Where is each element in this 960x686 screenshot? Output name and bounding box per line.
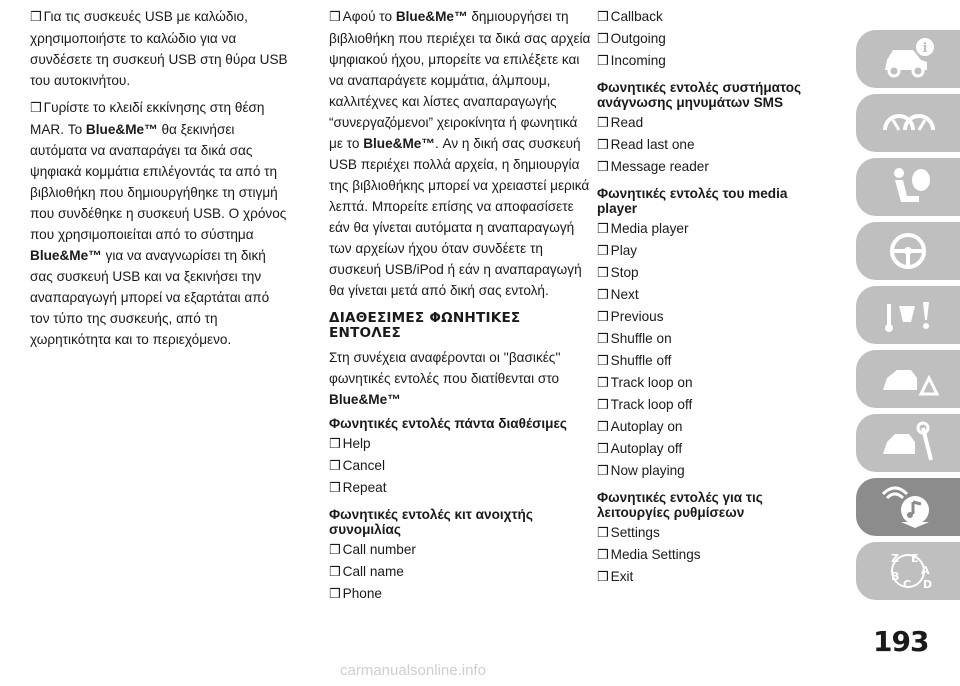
column-2 bbox=[329, 6, 591, 605]
checkbox-bullet-icon: ❒ bbox=[30, 101, 42, 116]
tab-multimedia[interactable] bbox=[856, 478, 960, 536]
airbag-seat-icon bbox=[877, 164, 939, 210]
checkbox-bullet-icon: ❒ bbox=[329, 437, 341, 452]
tab-index[interactable] bbox=[856, 542, 960, 600]
svg-text:E: E bbox=[911, 552, 919, 565]
svg-text:A: A bbox=[921, 564, 930, 577]
checkbox-bullet-icon: ❒ bbox=[597, 32, 609, 47]
command-item: ❒ Play bbox=[597, 243, 638, 259]
command-item: ❒ Read last one bbox=[597, 137, 695, 153]
checkbox-bullet-icon: ❒ bbox=[597, 244, 609, 259]
paragraph-usb-cable: ❒ Για τις συσκευές USB με καλώδιο, χρησιμοποιήστε το καλώδιο για να συνδέσετε τη συσκευή USB στη θύρα USB του αυτοκινήτου. bbox=[30, 9, 288, 88]
command-item: ❒ Autoplay off bbox=[597, 441, 683, 457]
checkbox-bullet-icon: ❒ bbox=[329, 543, 341, 558]
command-item: ❒ Read bbox=[597, 115, 644, 131]
command-list-handsfree-cont bbox=[597, 6, 827, 72]
checkbox-bullet-icon: ❒ bbox=[597, 420, 609, 435]
checkbox-bullet-icon: ❒ bbox=[597, 332, 609, 347]
subheading-sms-reader: Φωνητικές εντολές συστήματος ανάγνωσης μηνυμάτων SMS bbox=[597, 80, 802, 110]
command-item: ❒ Shuffle on bbox=[597, 331, 672, 347]
tab-dashboard[interactable] bbox=[856, 94, 960, 152]
subheading-handsfree: Φωνητικές εντολές κιτ ανοιχτής συνομιλίας bbox=[329, 507, 533, 537]
warning-lights-icon bbox=[877, 292, 939, 338]
command-item: ❒ Exit bbox=[597, 569, 634, 585]
svg-text:Z: Z bbox=[891, 552, 899, 565]
command-item: ❒ Call name bbox=[329, 564, 404, 580]
checkbox-bullet-icon: ❒ bbox=[597, 548, 609, 563]
svg-text:C: C bbox=[903, 578, 912, 591]
checkbox-bullet-icon: ❒ bbox=[329, 587, 341, 602]
command-item: ❒ Stop bbox=[597, 265, 639, 281]
checkbox-bullet-icon: ❒ bbox=[597, 310, 609, 325]
checkbox-bullet-icon: ❒ bbox=[597, 288, 609, 303]
checkbox-bullet-icon: ❒ bbox=[597, 160, 609, 175]
command-item: ❒ Next bbox=[597, 287, 639, 303]
checkbox-bullet-icon: ❒ bbox=[329, 565, 341, 580]
steering-wheel-icon bbox=[877, 228, 939, 274]
svg-text:D: D bbox=[923, 578, 933, 591]
maintenance-wrench-icon bbox=[877, 420, 939, 466]
command-item: ❒ Track loop on bbox=[597, 375, 693, 391]
tab-safety[interactable] bbox=[856, 158, 960, 216]
tab-car-info[interactable] bbox=[856, 30, 960, 88]
page-number: 193 bbox=[873, 625, 929, 658]
paragraph-basic-commands: Στη συνέχεια αναφέρονται οι ''βασικές'' φωνητικές εντολές που διατίθενται στο Blue&Me™ bbox=[329, 350, 561, 407]
command-list-sms bbox=[597, 112, 827, 178]
command-item: ❒ Shuffle off bbox=[597, 353, 672, 369]
checkbox-bullet-icon: ❒ bbox=[597, 138, 609, 153]
subheading-settings: Φωνητικές εντολές για τις λειτουργίες ρυθμίσεων bbox=[597, 490, 763, 520]
command-item: ❒ Message reader bbox=[597, 159, 709, 175]
command-item: ❒ Previous bbox=[597, 309, 664, 325]
command-item: ❒ Help bbox=[329, 436, 371, 452]
svg-text:B: B bbox=[891, 570, 900, 583]
tab-warning-lights[interactable] bbox=[856, 286, 960, 344]
command-item: ❒ Outgoing bbox=[597, 31, 666, 47]
column-1 bbox=[30, 6, 292, 356]
command-list-media bbox=[597, 218, 827, 482]
command-item: ❒ Phone bbox=[329, 586, 382, 602]
command-list-settings bbox=[597, 522, 827, 588]
checkbox-bullet-icon: ❒ bbox=[597, 376, 609, 391]
command-item: ❒ Cancel bbox=[329, 458, 385, 474]
checkbox-bullet-icon: ❒ bbox=[329, 459, 341, 474]
checkbox-bullet-icon: ❒ bbox=[597, 570, 609, 585]
subheading-media-player: Φωνητικές εντολές του media player bbox=[597, 186, 788, 216]
command-item: ❒ Call number bbox=[329, 542, 416, 558]
command-item: ❒ Media Settings bbox=[597, 547, 701, 563]
command-item: ❒ Callback bbox=[597, 9, 663, 25]
command-item: ❒ Now playing bbox=[597, 463, 685, 479]
checkbox-bullet-icon: ❒ bbox=[597, 526, 609, 541]
paragraph-ignition: ❒ Γυρίστε το κλειδί εκκίνησης στη θέση MAR. Το Blue&Me™ θα ξεκινήσει αυτόματα να αναπαράγει τα δικά σας ψηφιακά κομμάτια επιλέγοντάς τα από τη βιβλιοθήκη που δημιουργήθηκε τη στιγμή που συνδέθηκε η συσκευή USB. Ο χρόνος που χρησιμοποιείται από το σύστημα Blue&Me™ για να αναγνωρίσει τη δική σας συσκευή USB και να ξεκινήσει την αναπαραγωγή μπορεί να εξαρτάται από τον τύπο της συσκευής, από τη χωρητικότητα και το περιεχόμενο. bbox=[30, 100, 287, 347]
checkbox-bullet-icon: ❒ bbox=[597, 464, 609, 479]
checkbox-bullet-icon: ❒ bbox=[329, 481, 341, 496]
command-list-always-available bbox=[329, 433, 591, 499]
command-item: ❒ Media player bbox=[597, 221, 689, 237]
command-list-handsfree bbox=[329, 539, 591, 605]
dashboard-gauge-icon bbox=[877, 100, 939, 146]
alphabet-index-icon bbox=[877, 548, 939, 594]
checkbox-bullet-icon: ❒ bbox=[597, 442, 609, 457]
checkbox-bullet-icon: ❒ bbox=[329, 10, 341, 25]
subheading-always-available: Φωνητικές εντολές πάντα διαθέσιμες bbox=[329, 416, 567, 431]
command-item: ❒ Incoming bbox=[597, 53, 666, 69]
tab-maintenance[interactable] bbox=[856, 414, 960, 472]
multimedia-music-icon bbox=[877, 484, 939, 530]
checkbox-bullet-icon: ❒ bbox=[597, 116, 609, 131]
checkbox-bullet-icon: ❒ bbox=[30, 10, 42, 25]
command-item: ❒ Settings bbox=[597, 525, 660, 541]
emergency-triangle-icon bbox=[877, 356, 939, 402]
command-item: ❒ Track loop off bbox=[597, 397, 693, 413]
car-info-icon bbox=[877, 36, 939, 82]
command-item: ❒ Autoplay on bbox=[597, 419, 683, 435]
checkbox-bullet-icon: ❒ bbox=[597, 398, 609, 413]
checkbox-bullet-icon: ❒ bbox=[597, 10, 609, 25]
paragraph-library: ❒ Αφού το Blue&Me™ δημιουργήσει τη βιβλιοθήκη που περιέχει τα δικά σας αρχεία ψηφιακού ήχου, μπορείτε να επιλέξετε και να αναπαράγετε κομμάτια, άλμπουμ, καλλιτέχνες και λίστες αναπαραγωγής “συνεργαζόμενοι” χειροκίνητα ή φωνητικά με το Blue&Me™. Αν η δική σας συσκευή USB περιέχει πολλά αρχεία, η δημιουργία της βιβλιοθήκης μπορεί να χρειαστεί μερικά λεπτά. Μπορείτε επίσης να αποφασίσετε εάν θα γίνεται αυτόματα η αναπαραγωγή των αρχείων ήχου όταν συνδέετε τη συσκευή USB/iPod ή εάν η αναπαραγωγή θα γίνεται μετά από δική σας εντολή. bbox=[329, 9, 591, 298]
svg-text:i: i bbox=[922, 41, 928, 56]
command-item: ❒ Repeat bbox=[329, 480, 387, 496]
checkbox-bullet-icon: ❒ bbox=[597, 354, 609, 369]
tab-emergency[interactable] bbox=[856, 350, 960, 408]
column-3 bbox=[597, 6, 827, 588]
checkbox-bullet-icon: ❒ bbox=[597, 266, 609, 281]
watermark: carmanualsonline.info bbox=[340, 662, 486, 679]
checkbox-bullet-icon: ❒ bbox=[597, 222, 609, 237]
section-heading-voice-commands: ΔΙΑΘΕΣΙΜΕΣ ΦΩΝΗΤΙΚΕΣ ΕΝΤΟΛΕΣ bbox=[329, 310, 521, 341]
tab-starting-driving[interactable] bbox=[856, 222, 960, 280]
checkbox-bullet-icon: ❒ bbox=[597, 54, 609, 69]
